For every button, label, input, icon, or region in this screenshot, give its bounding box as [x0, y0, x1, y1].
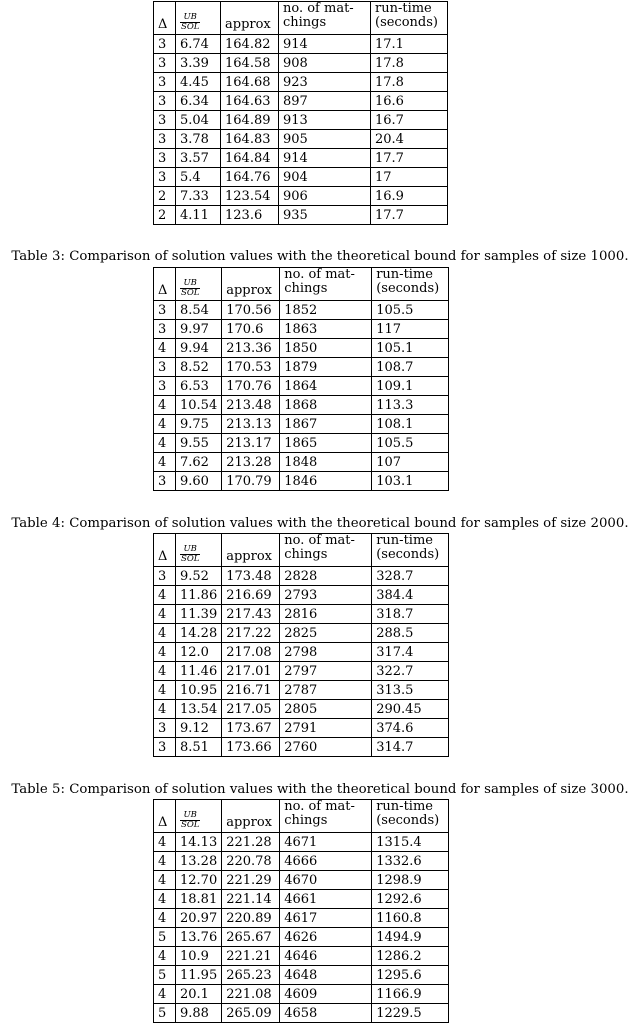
table-row — [154, 586, 449, 605]
delta-cell: 3 — [154, 719, 176, 738]
delta-cell: 3 — [154, 377, 176, 396]
matchings-cell: 2798 — [280, 643, 372, 662]
approx-cell: 164.58 — [221, 54, 279, 73]
matchings-cell: 4671 — [280, 833, 372, 852]
table-row — [154, 1004, 449, 1023]
runtime-cell: 108.1 — [372, 415, 449, 434]
matchings-cell: 4646 — [280, 947, 372, 966]
runtime-cell: 313.5 — [372, 681, 449, 700]
delta-cell: 3 — [154, 54, 176, 73]
runtime-cell: 16.6 — [371, 92, 448, 111]
ratio-cell: 7.62 — [176, 453, 222, 472]
table-row — [154, 928, 449, 947]
runtime-cell: 17.7 — [371, 149, 448, 168]
delta-cell: 2 — [154, 187, 176, 206]
approx-cell: 265.67 — [222, 928, 280, 947]
delta-cell: 4 — [154, 586, 176, 605]
matchings-cell: 4670 — [280, 871, 372, 890]
delta-cell: 4 — [154, 833, 176, 852]
delta-cell: 4 — [154, 681, 176, 700]
runtime-cell: 1229.5 — [372, 1004, 449, 1023]
approx-cell: 170.56 — [222, 301, 280, 320]
delta-cell: 3 — [154, 92, 176, 111]
table-row — [154, 168, 448, 187]
matchings-cell: 4617 — [280, 909, 372, 928]
runtime-cell: 318.7 — [372, 605, 449, 624]
delta-cell: 3 — [154, 472, 176, 491]
table-row — [154, 890, 449, 909]
matchings-cell: 1865 — [280, 434, 372, 453]
matchings-cell: 1864 — [280, 377, 372, 396]
delta-cell: 4 — [154, 643, 176, 662]
matchings-cell: 1846 — [280, 472, 372, 491]
matchings-cell: 914 — [279, 35, 371, 54]
table-size-1000 — [153, 267, 449, 491]
table-row — [154, 415, 449, 434]
table-row — [154, 92, 448, 111]
matchings-cell: 4661 — [280, 890, 372, 909]
delta-cell: 3 — [154, 567, 176, 586]
delta-cell: 3 — [154, 35, 176, 54]
ratio-cell: 5.4 — [176, 168, 221, 187]
approx-cell: 221.21 — [222, 947, 280, 966]
runtime-cell: 288.5 — [372, 624, 449, 643]
approx-header: approx — [222, 800, 280, 833]
table-row — [154, 187, 448, 206]
matchings-cell: 4666 — [280, 852, 372, 871]
matchings-cell: 1863 — [280, 320, 372, 339]
runtime-cell: 17.1 — [371, 35, 448, 54]
matchings-cell: 1868 — [280, 396, 372, 415]
runtime-cell: 1160.8 — [372, 909, 449, 928]
ratio-cell: 6.34 — [176, 92, 221, 111]
delta-cell: 4 — [154, 453, 176, 472]
approx-cell: 164.89 — [221, 111, 279, 130]
runtime-cell: 103.1 — [372, 472, 449, 491]
ratio-cell: 9.12 — [176, 719, 222, 738]
table-row — [154, 738, 449, 757]
ratio-cell: 4.45 — [176, 73, 221, 92]
approx-cell: 217.22 — [222, 624, 280, 643]
table-row — [154, 700, 449, 719]
ratio-cell: 8.54 — [176, 301, 222, 320]
ratio-cell: 9.94 — [176, 339, 222, 358]
table-row — [154, 358, 449, 377]
runtime-cell: 374.6 — [372, 719, 449, 738]
approx-cell: 217.08 — [222, 643, 280, 662]
table-row — [154, 719, 449, 738]
approx-cell: 221.14 — [222, 890, 280, 909]
matchings-cell: 4658 — [280, 1004, 372, 1023]
ratio-cell: 18.81 — [176, 890, 222, 909]
approx-header: approx — [221, 2, 279, 35]
runtime-cell: 1315.4 — [372, 833, 449, 852]
approx-cell: 213.13 — [222, 415, 280, 434]
ratio-cell: 14.28 — [176, 624, 222, 643]
runtime-cell: 113.3 — [372, 396, 449, 415]
delta-cell: 4 — [154, 605, 176, 624]
header-row — [154, 268, 449, 301]
table-row — [154, 833, 449, 852]
ratio-cell: 12.70 — [176, 871, 222, 890]
table-row — [154, 852, 449, 871]
matchings-cell: 1879 — [280, 358, 372, 377]
delta-header: Δ — [154, 534, 176, 567]
table-row — [154, 871, 449, 890]
runtime-cell: 20.4 — [371, 130, 448, 149]
matchings-cell: 4626 — [280, 928, 372, 947]
ratio-cell: 6.53 — [176, 377, 222, 396]
matchings-cell: 897 — [279, 92, 371, 111]
ratio-cell: 11.95 — [176, 966, 222, 985]
delta-cell: 4 — [154, 624, 176, 643]
matchings-cell: 906 — [279, 187, 371, 206]
ratio-cell: 11.46 — [176, 662, 222, 681]
runtime-cell: 105.5 — [372, 434, 449, 453]
matchings-cell: 1848 — [280, 453, 372, 472]
runtime-cell: 1166.9 — [372, 985, 449, 1004]
runtime-cell: 109.1 — [372, 377, 449, 396]
table-row — [154, 206, 448, 225]
approx-cell: 221.08 — [222, 985, 280, 1004]
delta-cell: 4 — [154, 852, 176, 871]
runtime-cell: 17.8 — [371, 54, 448, 73]
runtime-cell: 1298.9 — [372, 871, 449, 890]
ratio-header: $\frac{UB}{\text{SOL}}$ — [176, 534, 222, 567]
ratio-cell: 13.76 — [176, 928, 222, 947]
runtime-cell: 105.1 — [372, 339, 449, 358]
approx-cell: 123.6 — [221, 206, 279, 225]
approx-cell: 173.67 — [222, 719, 280, 738]
table-row — [154, 320, 449, 339]
matchings-cell: 2760 — [280, 738, 372, 757]
ratio-cell: 8.52 — [176, 358, 222, 377]
approx-cell: 217.01 — [222, 662, 280, 681]
delta-cell: 3 — [154, 738, 176, 757]
ratio-cell: 9.60 — [176, 472, 222, 491]
delta-cell: 4 — [154, 871, 176, 890]
delta-cell: 3 — [154, 168, 176, 187]
runtime-header: run-time (seconds) — [372, 268, 449, 301]
runtime-cell: 317.4 — [372, 643, 449, 662]
delta-cell: 4 — [154, 909, 176, 928]
runtime-cell: 314.7 — [372, 738, 449, 757]
delta-cell: 3 — [154, 301, 176, 320]
ratio-cell: 3.78 — [176, 130, 221, 149]
approx-cell: 216.71 — [222, 681, 280, 700]
ratio-cell: 5.04 — [176, 111, 221, 130]
table-size-500 — [153, 1, 448, 225]
approx-cell: 170.76 — [222, 377, 280, 396]
runtime-cell: 1332.6 — [372, 852, 449, 871]
ratio-cell: 8.51 — [176, 738, 222, 757]
runtime-cell: 16.9 — [371, 187, 448, 206]
matchings-cell: 1850 — [280, 339, 372, 358]
approx-cell: 213.28 — [222, 453, 280, 472]
approx-cell: 221.29 — [222, 871, 280, 890]
ratio-cell: 3.39 — [176, 54, 221, 73]
runtime-cell: 1494.9 — [372, 928, 449, 947]
approx-cell: 164.68 — [221, 73, 279, 92]
approx-cell: 164.82 — [221, 35, 279, 54]
runtime-header: run-time (seconds) — [372, 534, 449, 567]
approx-cell: 217.43 — [222, 605, 280, 624]
runtime-cell: 1295.6 — [372, 966, 449, 985]
approx-cell: 170.6 — [222, 320, 280, 339]
table-row — [154, 453, 449, 472]
approx-cell: 173.48 — [222, 567, 280, 586]
delta-header: Δ — [154, 800, 176, 833]
table-size-3000 — [153, 799, 449, 1023]
runtime-cell: 17.8 — [371, 73, 448, 92]
matchings-cell: 2805 — [280, 700, 372, 719]
delta-cell: 5 — [154, 966, 176, 985]
delta-cell: 4 — [154, 947, 176, 966]
delta-cell: 4 — [154, 339, 176, 358]
matchings-cell: 913 — [279, 111, 371, 130]
matchings-cell: 905 — [279, 130, 371, 149]
approx-cell: 164.84 — [221, 149, 279, 168]
delta-cell: 3 — [154, 149, 176, 168]
table-row — [154, 681, 449, 700]
table-row — [154, 377, 449, 396]
delta-cell: 4 — [154, 662, 176, 681]
header-row — [154, 2, 448, 35]
matchings-cell: 4609 — [280, 985, 372, 1004]
delta-cell: 4 — [154, 985, 176, 1004]
matchings-header: no. of mat- chings — [280, 268, 372, 301]
matchings-cell: 1867 — [280, 415, 372, 434]
runtime-header: run-time (seconds) — [371, 2, 448, 35]
matchings-header: no. of mat- chings — [280, 534, 372, 567]
ratio-cell: 13.54 — [176, 700, 222, 719]
table-row — [154, 434, 449, 453]
runtime-cell: 17 — [371, 168, 448, 187]
approx-cell: 265.23 — [222, 966, 280, 985]
approx-header: approx — [222, 268, 280, 301]
table-row — [154, 130, 448, 149]
runtime-header: run-time (seconds) — [372, 800, 449, 833]
table-row — [154, 605, 449, 624]
table-row — [154, 909, 449, 928]
delta-cell: 3 — [154, 111, 176, 130]
ratio-cell: 10.9 — [176, 947, 222, 966]
runtime-cell: 1292.6 — [372, 890, 449, 909]
delta-cell: 2 — [154, 206, 176, 225]
table-row — [154, 643, 449, 662]
approx-cell: 216.69 — [222, 586, 280, 605]
runtime-cell: 107 — [372, 453, 449, 472]
approx-cell: 220.78 — [222, 852, 280, 871]
ratio-header: $\frac{UB}{\text{SOL}}$ — [176, 268, 222, 301]
delta-header: Δ — [154, 268, 176, 301]
delta-cell: 4 — [154, 415, 176, 434]
matchings-cell: 1852 — [280, 301, 372, 320]
ratio-cell: 9.75 — [176, 415, 222, 434]
delta-cell: 3 — [154, 130, 176, 149]
table-row — [154, 339, 449, 358]
delta-cell: 4 — [154, 434, 176, 453]
approx-cell: 164.76 — [221, 168, 279, 187]
table-5-caption: Table 5: Comparison of solution values with the theoretical bound for samples of size 3000. — [11, 782, 629, 797]
matchings-cell: 2828 — [280, 567, 372, 586]
ratio-cell: 3.57 — [176, 149, 221, 168]
ratio-numerator: UB — [180, 13, 200, 23]
matchings-cell: 904 — [279, 168, 371, 187]
table-3-caption: Table 3: Comparison of solution values with the theoretical bound for samples of size 1000. — [11, 249, 629, 264]
ratio-cell: 10.95 — [176, 681, 222, 700]
ratio-cell: 9.55 — [176, 434, 222, 453]
approx-cell: 217.05 — [222, 700, 280, 719]
ratio-cell: 7.33 — [176, 187, 221, 206]
approx-cell: 170.53 — [222, 358, 280, 377]
ratio-cell: 4.11 — [176, 206, 221, 225]
ratio-cell: 9.97 — [176, 320, 222, 339]
table-row — [154, 396, 449, 415]
runtime-cell: 290.45 — [372, 700, 449, 719]
ratio-cell: 6.74 — [176, 35, 221, 54]
runtime-cell: 117 — [372, 320, 449, 339]
table-row — [154, 54, 448, 73]
runtime-cell: 16.7 — [371, 111, 448, 130]
matchings-cell: 2793 — [280, 586, 372, 605]
table-row — [154, 149, 448, 168]
delta-cell: 5 — [154, 1004, 176, 1023]
ratio-header — [176, 2, 221, 35]
table-row — [154, 985, 449, 1004]
table-size-2000 — [153, 533, 449, 757]
delta-cell: 5 — [154, 928, 176, 947]
ratio-cell: 12.0 — [176, 643, 222, 662]
approx-cell: 213.36 — [222, 339, 280, 358]
header-row — [154, 534, 449, 567]
runtime-cell: 322.7 — [372, 662, 449, 681]
matchings-cell: 923 — [279, 73, 371, 92]
delta-cell: 4 — [154, 396, 176, 415]
matchings-header: no. of mat- chings — [280, 800, 372, 833]
table-4-caption: Table 4: Comparison of solution values with the theoretical bound for samples of size 2000. — [11, 516, 629, 531]
delta-cell: 3 — [154, 358, 176, 377]
approx-header: approx — [222, 534, 280, 567]
table-row — [154, 73, 448, 92]
approx-cell: 164.83 — [221, 130, 279, 149]
ratio-header: $\frac{UB}{\text{SOL}}$ — [176, 800, 222, 833]
header-row — [154, 800, 449, 833]
matchings-cell: 908 — [279, 54, 371, 73]
delta-header: Δ — [154, 2, 176, 35]
ratio-cell: 14.13 — [176, 833, 222, 852]
table-row — [154, 966, 449, 985]
matchings-cell: 935 — [279, 206, 371, 225]
runtime-cell: 105.5 — [372, 301, 449, 320]
delta-cell: 4 — [154, 890, 176, 909]
matchings-cell: 2791 — [280, 719, 372, 738]
ratio-cell: 13.28 — [176, 852, 222, 871]
matchings-cell: 4648 — [280, 966, 372, 985]
matchings-cell: 914 — [279, 149, 371, 168]
matchings-cell: 2825 — [280, 624, 372, 643]
table-row — [154, 947, 449, 966]
ratio-cell: 10.54 — [176, 396, 222, 415]
matchings-header: no. of mat- chings — [279, 2, 371, 35]
matchings-cell: 2787 — [280, 681, 372, 700]
ratio-cell: 20.1 — [176, 985, 222, 1004]
ratio-cell: 9.88 — [176, 1004, 222, 1023]
approx-cell: 173.66 — [222, 738, 280, 757]
table-row — [154, 35, 448, 54]
approx-cell: 170.79 — [222, 472, 280, 491]
table-row — [154, 624, 449, 643]
ratio-cell: 11.39 — [176, 605, 222, 624]
table-row — [154, 472, 449, 491]
approx-cell: 213.17 — [222, 434, 280, 453]
approx-cell: 123.54 — [221, 187, 279, 206]
approx-cell: 265.09 — [222, 1004, 280, 1023]
approx-cell: 220.89 — [222, 909, 280, 928]
ratio-cell: 9.52 — [176, 567, 222, 586]
runtime-cell: 17.7 — [371, 206, 448, 225]
table-row — [154, 662, 449, 681]
table-row — [154, 567, 449, 586]
approx-cell: 164.63 — [221, 92, 279, 111]
runtime-cell: 328.7 — [372, 567, 449, 586]
runtime-cell: 384.4 — [372, 586, 449, 605]
delta-cell: 3 — [154, 320, 176, 339]
approx-cell: 213.48 — [222, 396, 280, 415]
delta-cell: 4 — [154, 700, 176, 719]
ratio-cell: 11.86 — [176, 586, 222, 605]
ratio-cell: 20.97 — [176, 909, 222, 928]
matchings-cell: 2816 — [280, 605, 372, 624]
runtime-cell: 1286.2 — [372, 947, 449, 966]
ratio-denominator: SOL — [181, 22, 200, 32]
table-row — [154, 301, 449, 320]
runtime-cell: 108.7 — [372, 358, 449, 377]
approx-cell: 221.28 — [222, 833, 280, 852]
table-row — [154, 111, 448, 130]
delta-cell: 3 — [154, 73, 176, 92]
matchings-cell: 2797 — [280, 662, 372, 681]
